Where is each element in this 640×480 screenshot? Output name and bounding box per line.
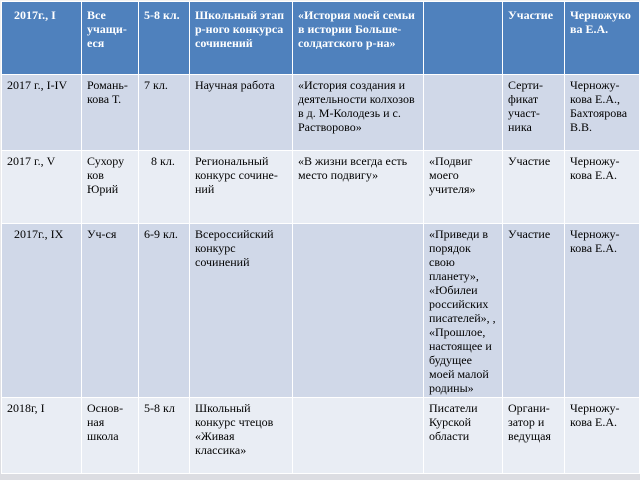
cell-participants: Уч-ся: [82, 224, 139, 398]
cell-event: Региональный конкурс сочине-ний: [190, 151, 293, 224]
cell-result: Участие: [503, 151, 565, 224]
table-row: [2, 75, 640, 151]
header-topic: «История моей семьи в истории Больше-солдатского р-на»: [293, 2, 424, 75]
cell-participants: Основ-ная школа: [82, 398, 139, 474]
header-work: [424, 2, 503, 75]
cell-result: Органи-затор и ведущая: [503, 398, 565, 474]
cell-topic: «В жизни всегда есть место подвигу»: [293, 151, 424, 224]
cell-result: Участие: [503, 224, 565, 398]
cell-event: Школьный конкурс чтецов «Живая классика»: [190, 398, 293, 474]
cell-participants: Романь-кова Т.: [82, 75, 139, 151]
cell-teacher: Черножу-кова Е.А.: [565, 151, 640, 224]
cell-work: [424, 75, 503, 151]
table-header-row: [2, 2, 640, 75]
cell-grade: 5-8 кл: [139, 398, 190, 474]
cell-grade: 6-9 кл.: [139, 224, 190, 398]
events-table: [1, 1, 640, 474]
cell-teacher: Черножу-кова Е.А., Бахтоярова В.В.: [565, 75, 640, 151]
cell-date: 2018г, I: [2, 398, 82, 474]
cell-work: «Подвиг моего учителя»: [424, 151, 503, 224]
header-teacher: Черножукова Е.А.: [565, 2, 640, 75]
header-event: Школьный этап р-ного конкурса сочинений: [190, 2, 293, 75]
cell-grade: 8 кл.: [139, 151, 190, 224]
cell-date: 2017г., IX: [2, 224, 82, 398]
cell-event: Всероссийский конкурс сочинений: [190, 224, 293, 398]
cell-date: 2017 г., I-IV: [2, 75, 82, 151]
cell-topic: [293, 398, 424, 474]
table-row: [2, 151, 640, 224]
cell-topic: [293, 224, 424, 398]
cell-grade: 7 кл.: [139, 75, 190, 151]
cell-topic: «История создания и деятельности колхозов в д. М-Колодезь и с. Растворово»: [293, 75, 424, 151]
cell-date: 2017 г., V: [2, 151, 82, 224]
cell-result: Серти-фикат участ-ника: [503, 75, 565, 151]
cell-participants: Сухору ков Юрий: [82, 151, 139, 224]
header-date: 2017г., I: [2, 2, 82, 75]
table-row: [2, 224, 640, 398]
cell-teacher: Черножу-кова Е.А.: [565, 224, 640, 398]
cell-event: Научная работа: [190, 75, 293, 151]
header-grade: 5-8 кл.: [139, 2, 190, 75]
table-row: [2, 398, 640, 474]
cell-work: «Приведи в порядок свою планету», «Юбилеи российских писателей», , «Прошлое, настоящее и будущее моей малой родины»: [424, 224, 503, 398]
header-participants: Все учащи-еся: [82, 2, 139, 75]
cell-teacher: Черножу-кова Е.А.: [565, 398, 640, 474]
cell-work: Писатели Курской области: [424, 398, 503, 474]
header-result: Участие: [503, 2, 565, 75]
